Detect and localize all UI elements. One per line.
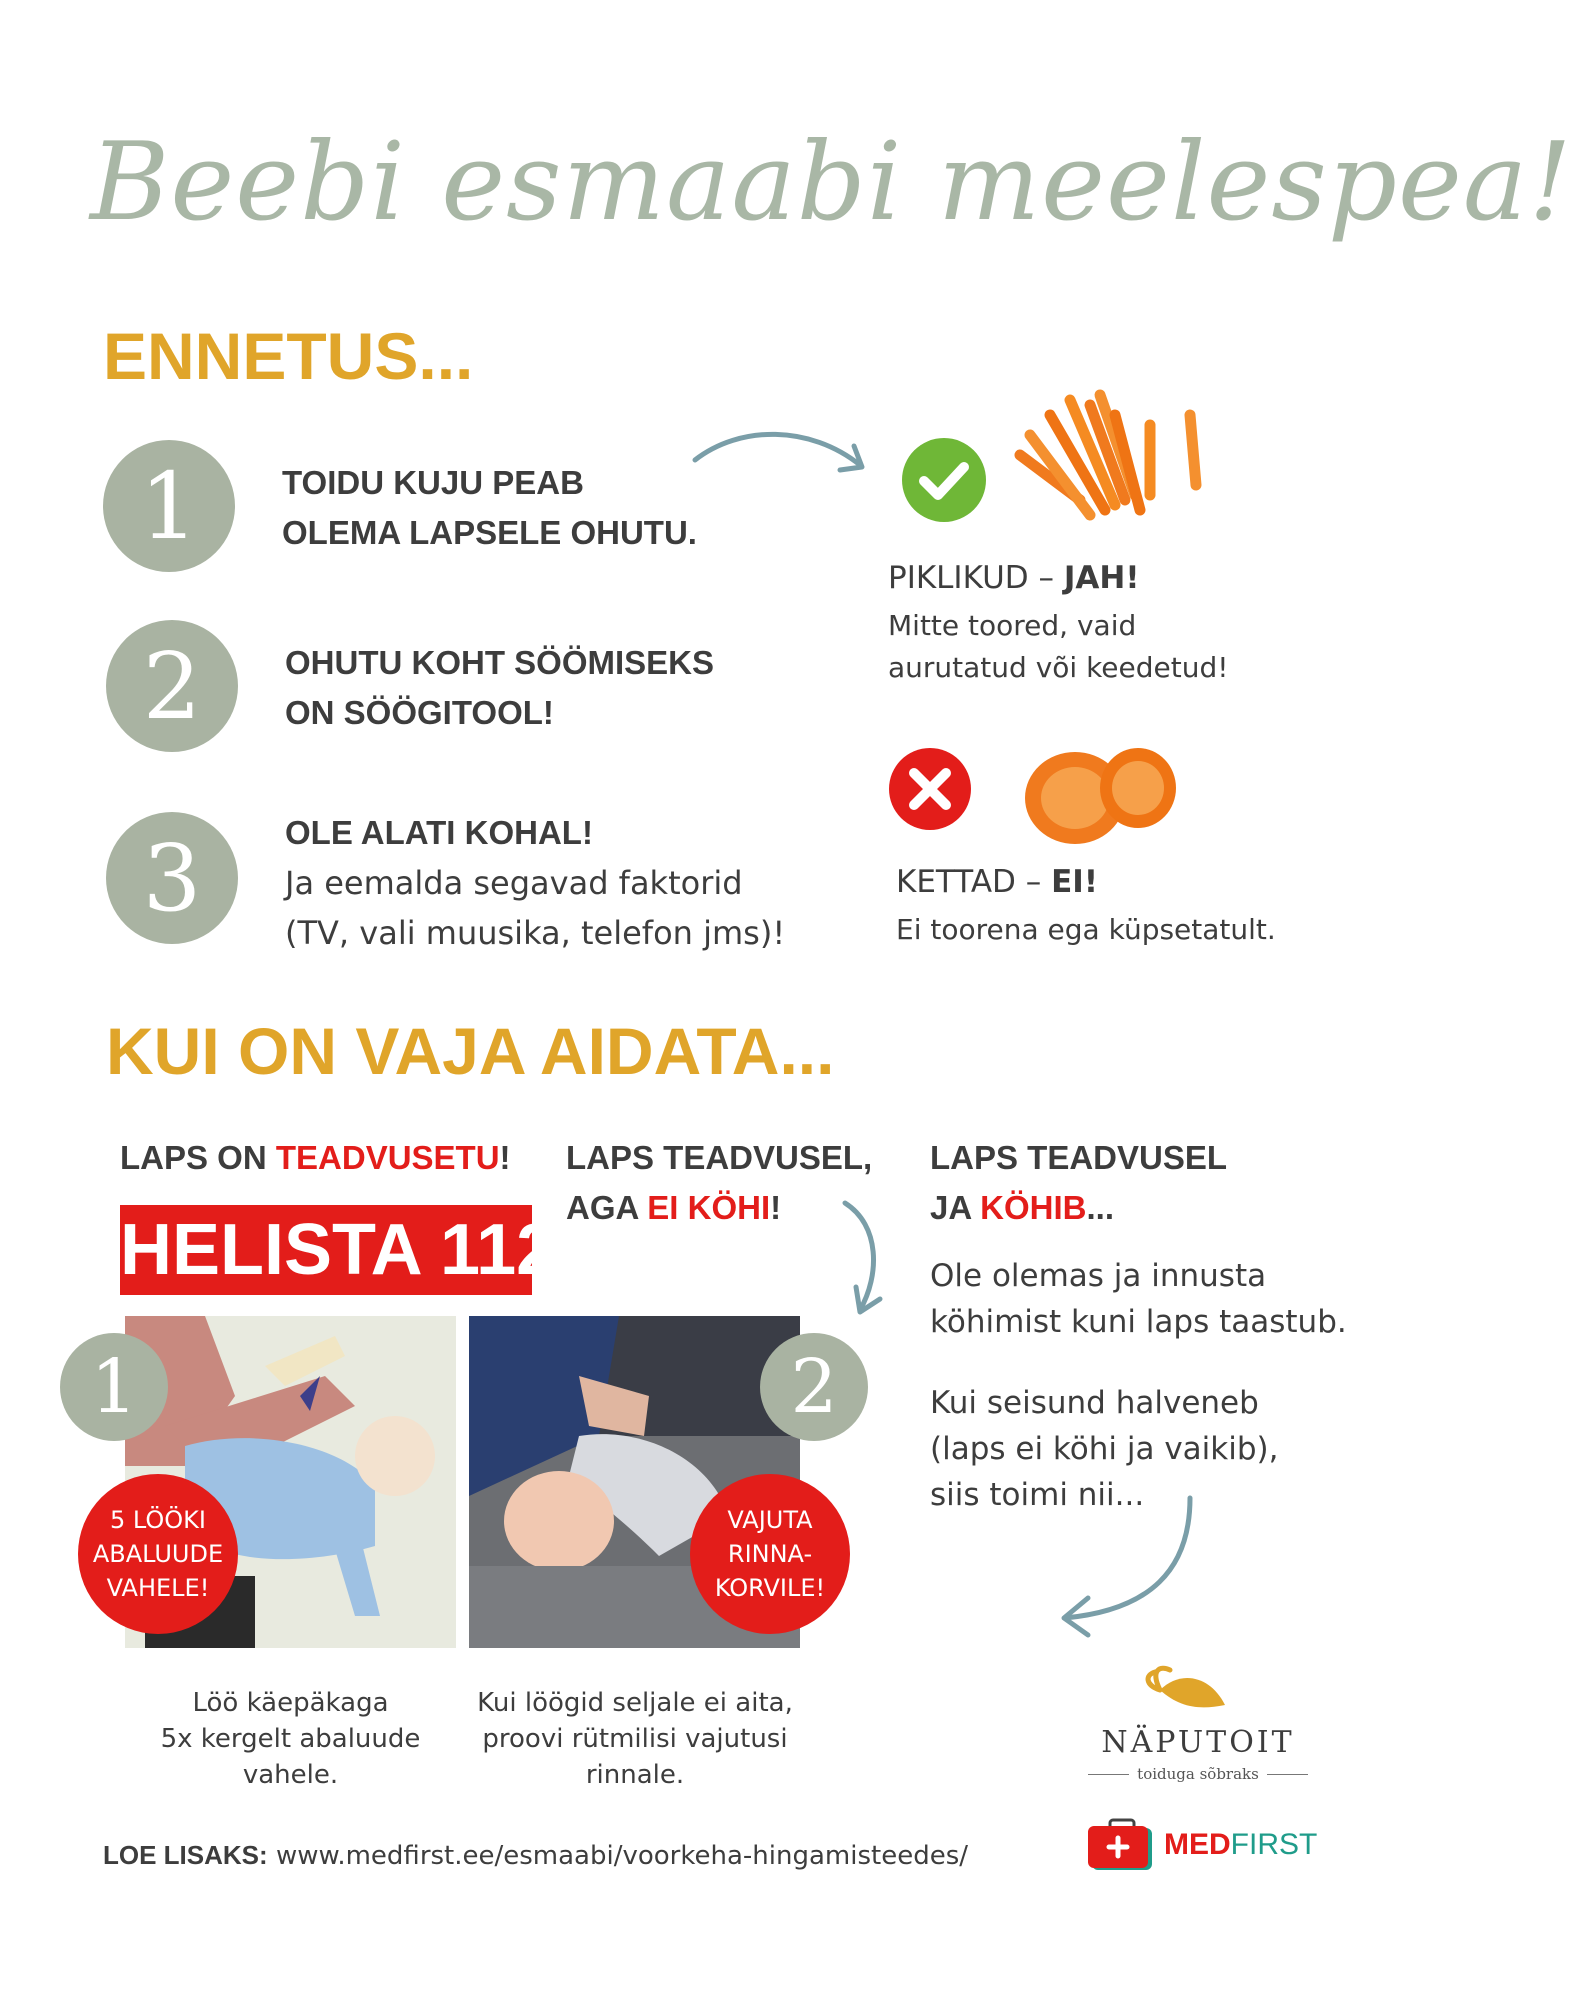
step-1-line-1: TOIDU KUJU PEAB (282, 464, 584, 501)
good-shape-note-2: aurutatud või keedetud! (888, 651, 1229, 684)
badge2-line-3: KORVILE! (714, 1574, 826, 1602)
bad-shape-type: KETTAD – (896, 864, 1052, 900)
back-blows-badge (78, 1474, 238, 1634)
carrot-sticks-icon (1010, 385, 1210, 525)
help-step-number-2: 2 (760, 1333, 868, 1441)
first-aid-kit-icon (1088, 1818, 1156, 1872)
bad-shape-note: Ei toorena ega küpsetatult. (896, 913, 1276, 946)
step-number-3: 3 (106, 812, 238, 944)
bad-shape-verdict: EI! (1051, 864, 1098, 900)
call-emergency-banner: HELISTA 112! (120, 1205, 532, 1295)
curved-arrow-down-icon (830, 1195, 900, 1325)
help-step-number-1: 1 (60, 1333, 168, 1441)
naputoit-tagline: toiduga sõbraks (1137, 1765, 1259, 1783)
chest-compressions-badge (690, 1474, 850, 1634)
badge2-line-2: RINNA- (727, 1540, 813, 1568)
column-unconscious-heading (120, 1133, 511, 1183)
caption1-line-3: vahele. (242, 1760, 339, 1790)
step-2-line-1: OHUTU KOHT SÖÖMISEKS (285, 644, 715, 681)
step-2-text (285, 638, 714, 738)
column-coughing-heading (930, 1133, 1227, 1233)
medfirst-first: FIRST (1230, 1828, 1318, 1861)
worsening-advice-line-2: (laps ei köhi ja vaikib), (930, 1431, 1279, 1467)
col2-suffix: ! (770, 1189, 782, 1226)
worsening-advice-line-3: siis toimi nii... (930, 1477, 1145, 1513)
bad-shape-label (896, 860, 1098, 904)
medfirst-logo (1088, 1818, 1317, 1872)
carrot-slices-icon (1020, 740, 1180, 850)
section-heading-prevention: ENNETUS... (103, 319, 474, 393)
step-3-line-3: (TV, vali muusika, telefon jms)! (285, 914, 786, 952)
good-shape-verdict: JAH! (1063, 560, 1140, 596)
curved-arrow-icon (690, 420, 880, 490)
col1-text: LAPS ON (120, 1139, 276, 1176)
column-not-coughing-heading (566, 1133, 872, 1233)
col2-text: AGA (566, 1189, 648, 1226)
read-more-footer (103, 1840, 968, 1871)
check-icon (900, 436, 988, 524)
badge1-line-2: ABALUUDE (92, 1540, 224, 1568)
read-more-label: LOE LISAKS: (103, 1840, 268, 1870)
cross-icon (887, 746, 973, 832)
back-blows-caption (125, 1685, 456, 1793)
caption2-line-2: proovi rütmilisi vajutusi (482, 1724, 788, 1754)
step-number-2: 2 (106, 620, 238, 752)
naputoit-logo-name: NÄPUTOIT (1101, 1725, 1295, 1760)
good-shape-label (888, 556, 1139, 600)
caption2-line-3: rinnale. (585, 1760, 685, 1790)
curved-arrow-left-icon (1050, 1490, 1200, 1640)
naputoit-tagline-row (1088, 1765, 1308, 1783)
read-more-link[interactable]: www.medfirst.ee/esmaabi/voorkeha-hingamisteedes/ (275, 1841, 968, 1871)
badge1-line-1: 5 LÖÖKI (109, 1506, 206, 1534)
step-3-line-1: OLE ALATI KOHAL! (285, 814, 593, 851)
col1-highlight: TEADVUSETU (275, 1139, 500, 1176)
carrot-logo-icon (1140, 1660, 1230, 1725)
coughing-advice-line-1: Ole olemas ja innusta (930, 1258, 1267, 1294)
col3-suffix: ... (1086, 1189, 1114, 1226)
tagline-divider-right (1267, 1774, 1308, 1775)
worsening-advice-line-1: Kui seisund halveneb (930, 1385, 1259, 1421)
step-1-line-2: OLEMA LAPSELE OHUTU. (282, 514, 697, 551)
good-shape-type: PIKLIKUD – (888, 560, 1064, 596)
page-title: Beebi esmaabi meelespea! (90, 120, 1573, 245)
coughing-advice-line-2: köhimist kuni laps taastub. (930, 1304, 1347, 1340)
caption1-line-2: 5x kergelt abaluude (160, 1724, 421, 1754)
col2-highlight: EI KÖHI (647, 1189, 771, 1226)
step-2-line-2: ON SÖÖGITOOL! (285, 694, 554, 731)
chest-compressions-caption (450, 1685, 820, 1793)
caption2-line-1: Kui löögid seljale ei aita, (477, 1688, 793, 1718)
col3-text: JA (930, 1189, 981, 1226)
badge2-line-1: VAJUTA (727, 1506, 813, 1534)
col2-line-1: LAPS TEADVUSEL, (566, 1139, 873, 1176)
col1-suffix: ! (499, 1139, 511, 1176)
step-3-text (285, 808, 785, 958)
step-1-text (282, 458, 697, 558)
step-3-line-2: Ja eemalda segavad faktorid (285, 864, 743, 902)
tagline-divider-left (1088, 1774, 1129, 1775)
step-number-1: 1 (103, 440, 235, 572)
col3-line-1: LAPS TEADVUSEL (930, 1139, 1228, 1176)
medfirst-med: MED (1164, 1828, 1231, 1861)
good-shape-note-1: Mitte toored, vaid (888, 609, 1137, 642)
coughing-advice (930, 1253, 1347, 1345)
caption1-line-1: Löö käepäkaga (192, 1688, 389, 1718)
col3-highlight: KÖHIB (980, 1189, 1087, 1226)
section-heading-help: KUI ON VAJA AIDATA... (106, 1014, 835, 1088)
badge1-line-3: VAHELE! (106, 1574, 210, 1602)
medfirst-wordmark (1164, 1828, 1317, 1862)
